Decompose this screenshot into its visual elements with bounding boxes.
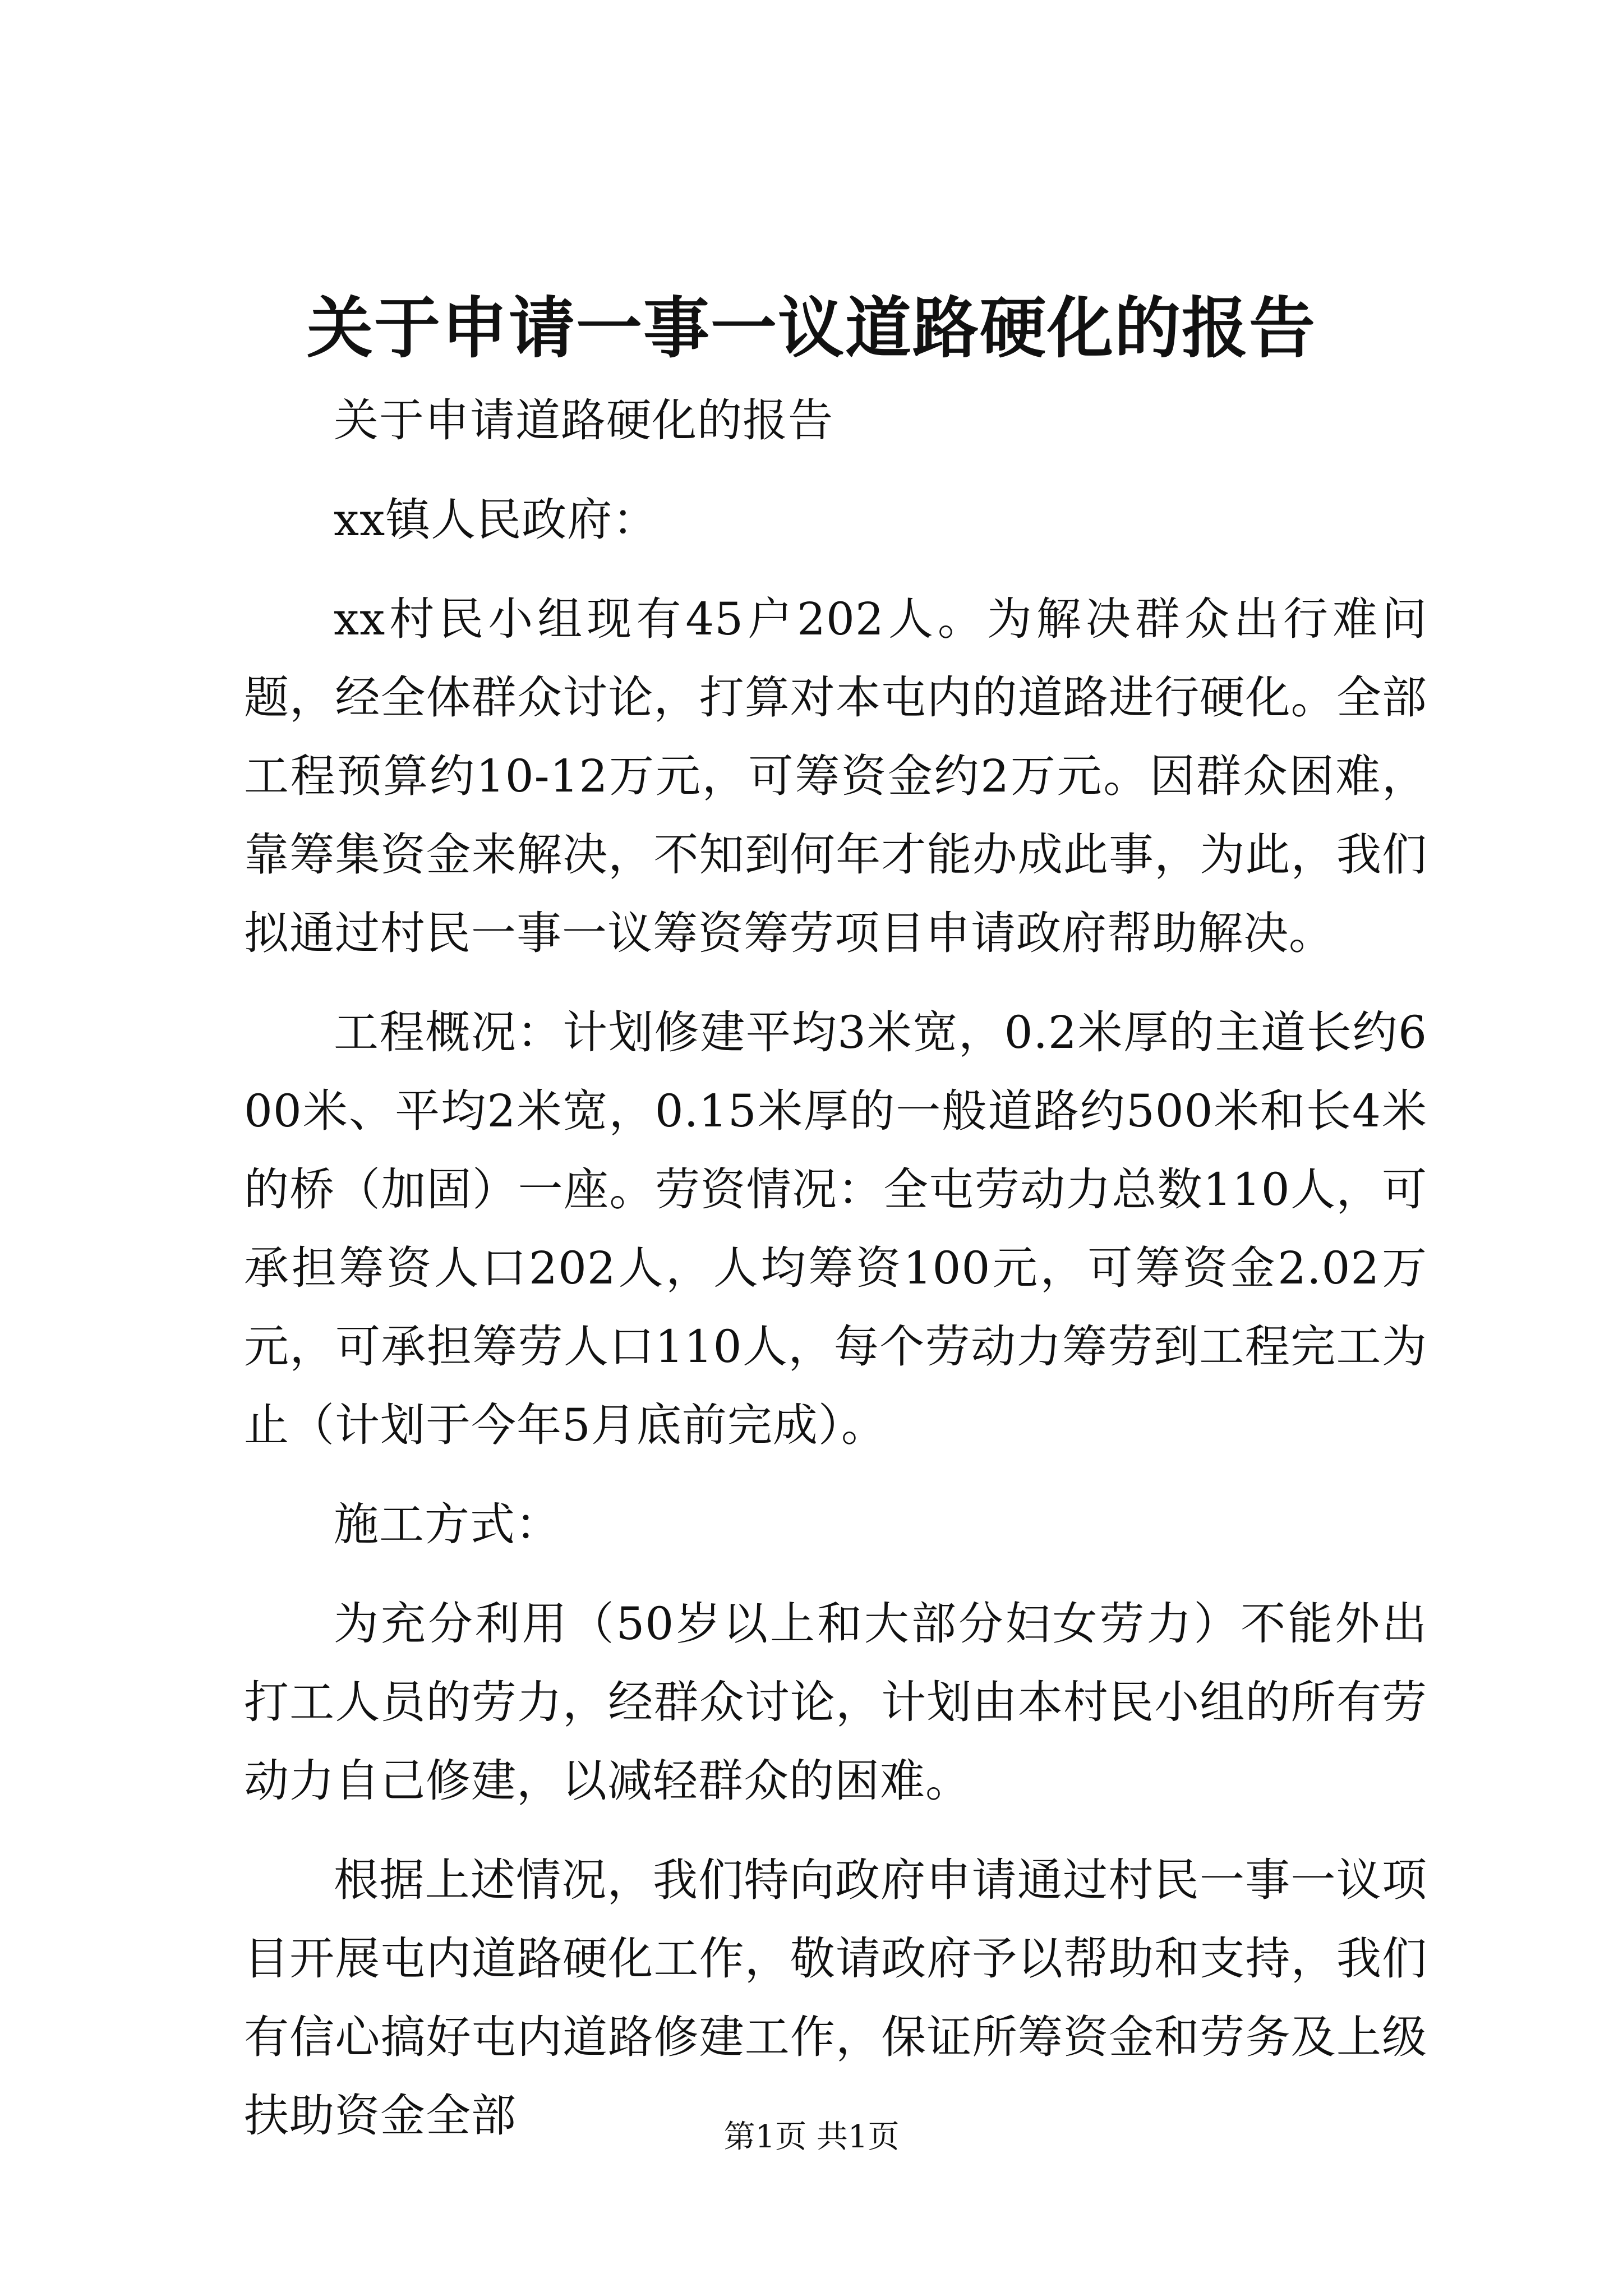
paragraph-construction-method-heading: 施工方式： — [334, 1498, 561, 1550]
paragraph-construction-method: 为充分利用（50岁以上和大部分妇女劳力）不能外出打工人员的劳力，经群众讨论，计划由本村民小组的所有劳动力自己修建，以减轻群众的困难。 — [244, 1598, 1427, 1807]
page-footer: 第1页 共1页 — [723, 2119, 900, 2155]
document-body — [244, 381, 1427, 2176]
paragraph-addressee: xx镇人民政府： — [334, 494, 658, 546]
document-title: 关于申请一事一议道路硬化的报告 — [306, 289, 1316, 367]
paragraph-request: 根据上述情况，我们特向政府申请通过村民一事一议项目开展屯内道路硬化工作，敬请政府予以帮助和支持，我们有信心搞好屯内道路修建工作，保证所筹资金和劳务及上级扶助资金全部 — [244, 1854, 1427, 2142]
paragraph-project-overview: 工程概况：计划修建平均3米宽，0.2米厚的主道长约600米、平均2米宽，0.15米厚的一般道路约500米和长4米的桥（加固）一座。劳资情况：全屯劳动力总数110人，可承担筹资人口202人，人均筹资100元，可筹资金2.02万元，可承担筹劳人口110人，每个劳动力筹劳到工程完工为止（计划于今年5月底前完成）。 — [244, 1006, 1427, 1451]
paragraph-subtitle: 关于申请道路硬化的报告 — [334, 394, 833, 447]
paragraph-background: xx村民小组现有45户202人。为解决群众出行难问题，经全体群众讨论，打算对本屯内的道路进行硬化。全部工程预算约10-12万元，可筹资金约2万元。因群众困难，靠筹集资金来解决，不知到何年才能办成此事，为此，我们拟通过村民一事一议筹资筹劳项目申请政府帮助解决。 — [244, 593, 1427, 959]
